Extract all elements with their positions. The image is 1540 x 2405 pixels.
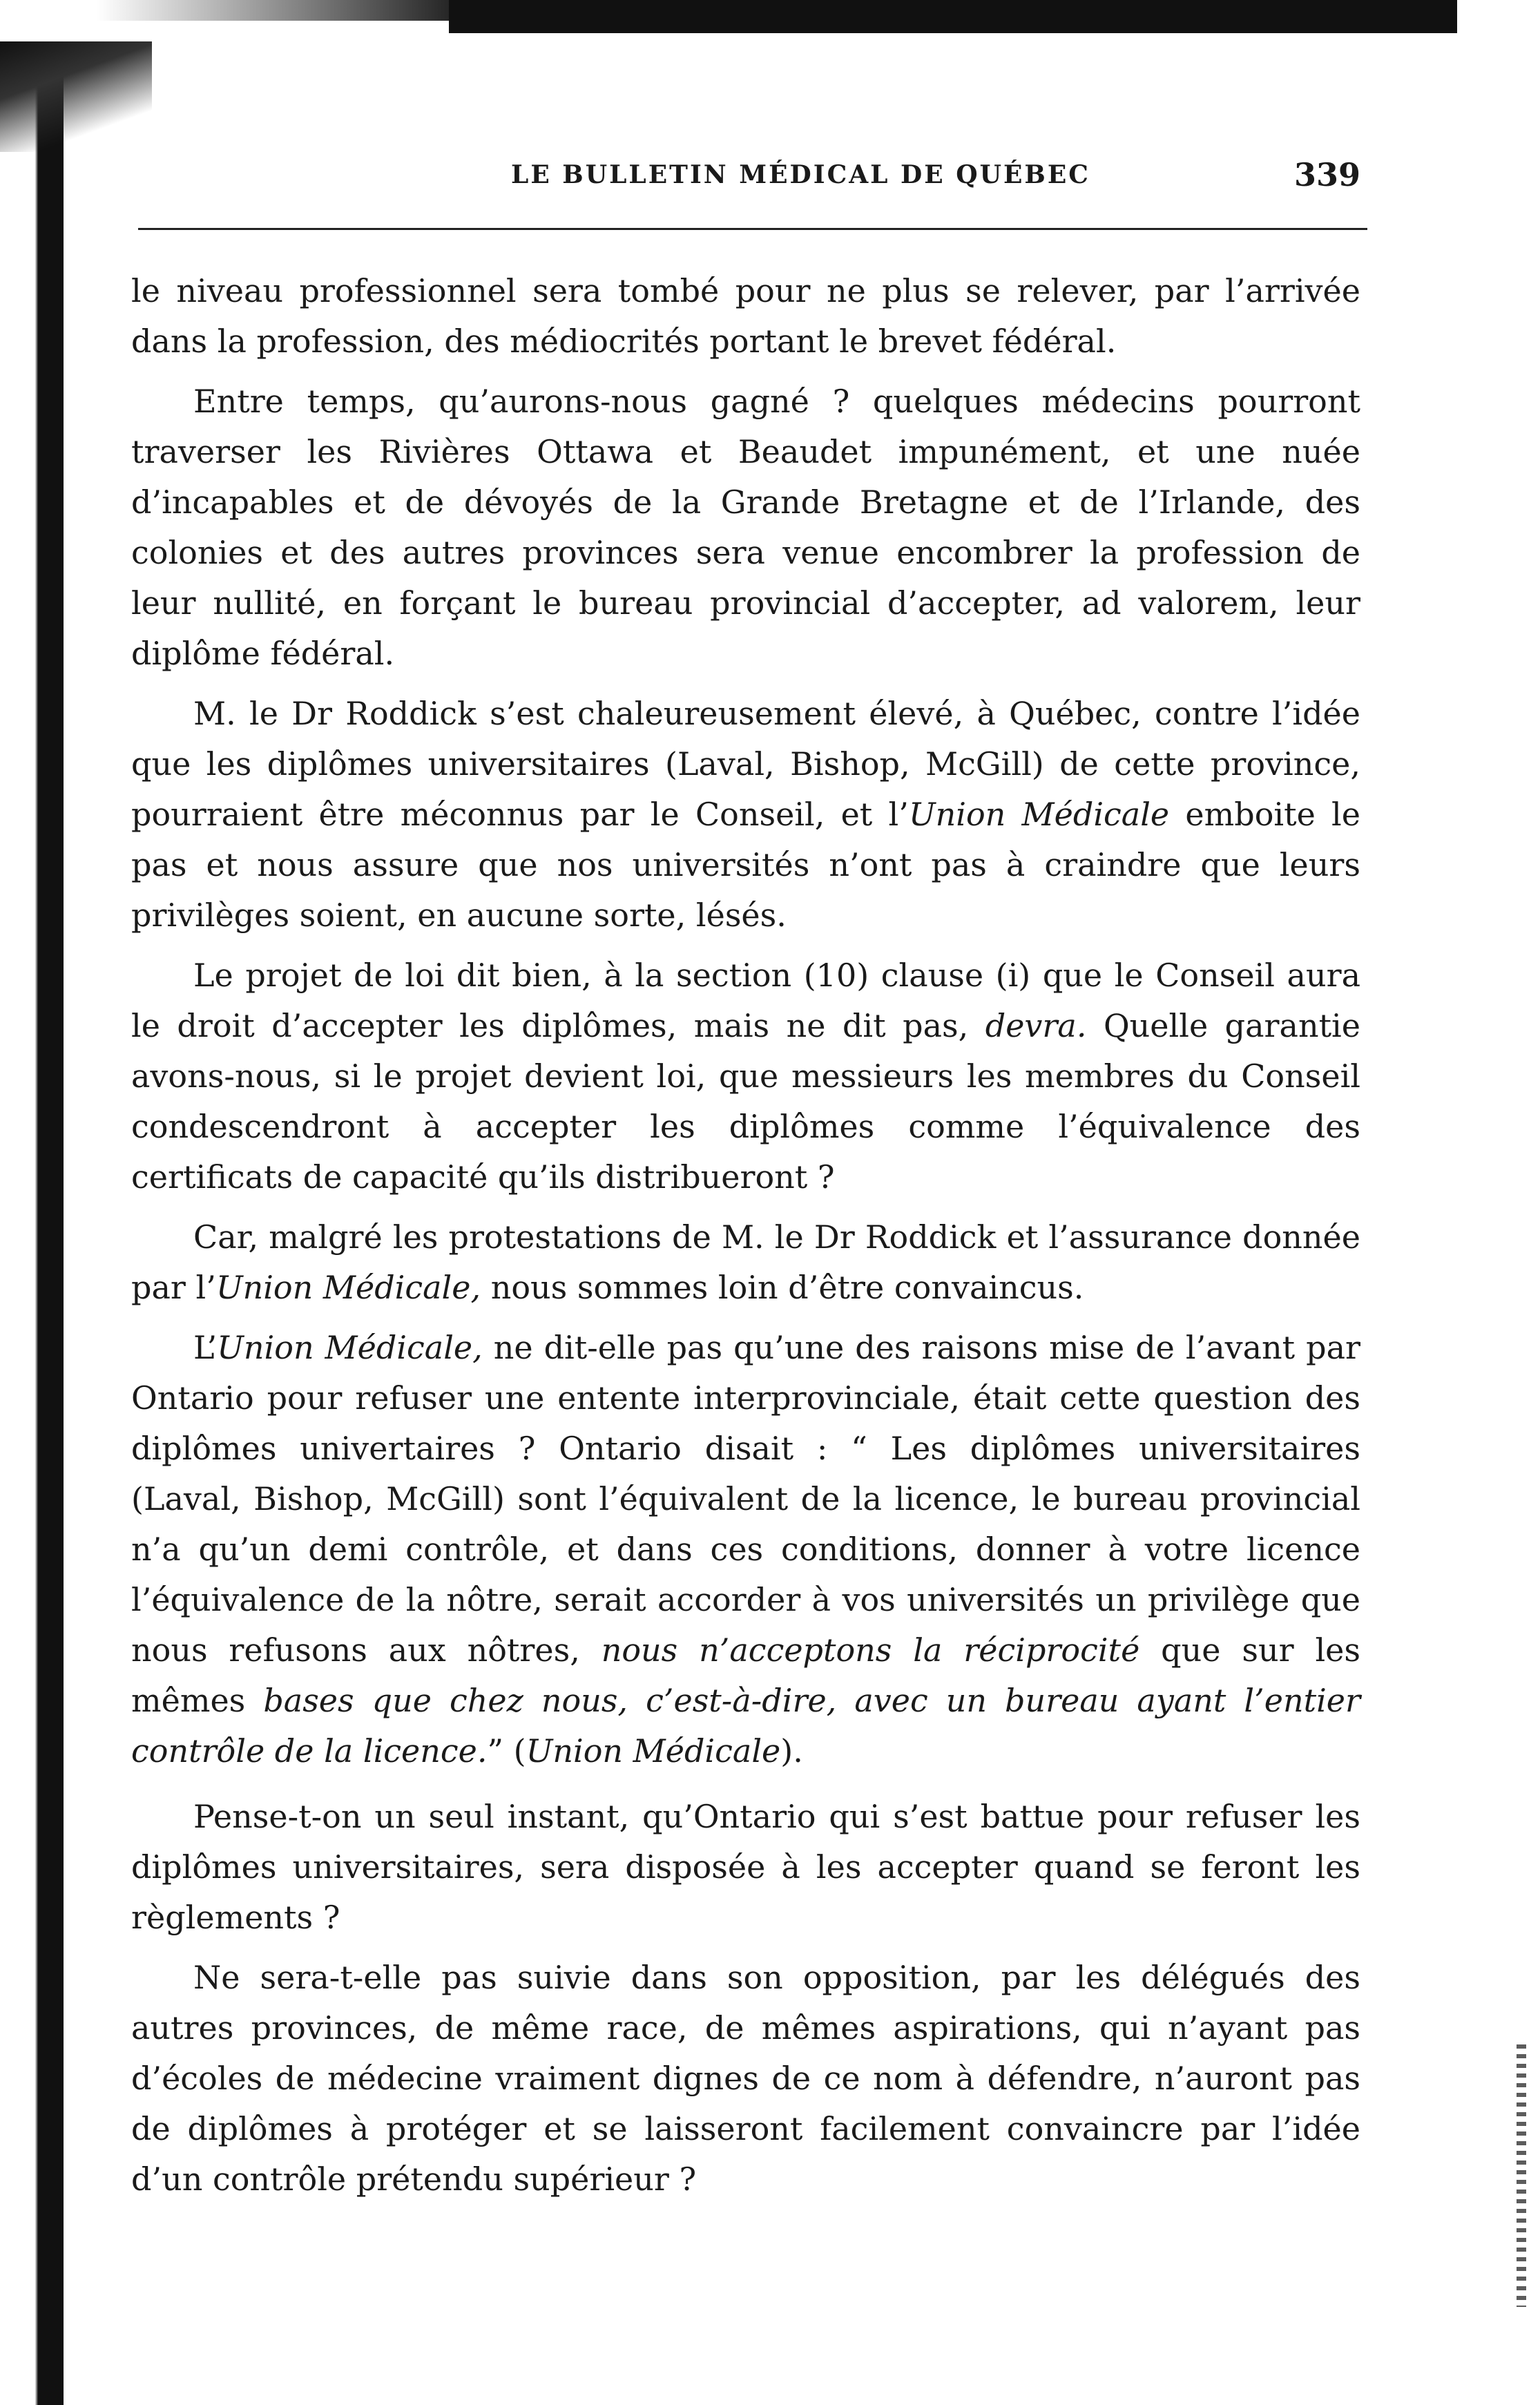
running-title: LE BULLETIN MÉDICAL DE QUÉBEC [511, 160, 1090, 189]
page-number: 339 [1293, 156, 1360, 193]
header-rule [138, 228, 1367, 230]
scan-edge-left [0, 41, 64, 2405]
paragraph-8: Ne sera-t-elle pas suivie dans son opposition, par les délégués des autres provinces, de même race, de mêmes aspirations, qui n’ayant pas d’écoles de médecine vraiment dignes de ce nom à défendre, n’auront pas de diplômes à protéger et se laisseront facilement convaincre par l’idée d’un contrôle prétendu supérieur ? [131, 1959, 1360, 2198]
scan-edge-corner [0, 41, 152, 152]
paragraph-6: L’Union Médicale, ne dit-elle pas qu’une des raisons mise de l’avant par Ontario pour refuser une entente interprovinciale, était cette question des diplômes univertaires ? Ontario disait : “ Les diplômes universitaires (Laval, Bishop, McGill) sont l’équivalent de la licence, le bureau provincial n’a qu’un demi contrôle, et dans ces conditions, donner à votre licence l’équivalence de la nôtre, serait accorder à vos universités un privilège que nous refusons aux nôtres, nous n’acceptons la réciprocité que sur les mêmes bases que chez nous, c’est-à-dire, avec un bureau ayant l’entier contrôle de la licence.” (Union Médicale). [131, 1329, 1360, 1770]
paragraph-1: le niveau professionnel sera tombé pour ne plus se relever, par l’arrivée dans la profession, des médiocrités portant le brevet fédéral. [131, 272, 1360, 360]
page-header [138, 156, 1367, 204]
paragraph-5: Car, malgré les protestations de M. le Dr Roddick et l’assurance donnée par l’Union Médicale, nous sommes loin d’être convaincus. [131, 1218, 1360, 1306]
paragraph-7: Pense-t-on un seul instant, qu’Ontario qui s’est battue pour refuser les diplômes universitaires, sera disposée à les accepter quand se feront les règlements ? [131, 1798, 1360, 1936]
paragraph-2: Entre temps, qu’aurons-nous gagné ? quelques médecins pourront traverser les Rivières Ottawa et Beaudet impunément, et une nuée d’incapables et de dévoyés de la Grande Bretagne et de l’Irlande, des colonies et des autres provinces sera venue encombrer la profession de leur nullité, en forçant le bureau provincial d’accepter, ad valorem, leur diplôme fédéral. [131, 383, 1360, 672]
article-body [131, 266, 1360, 2214]
scan-edge-right [1517, 2044, 1526, 2307]
scan-edge-top [449, 0, 1457, 33]
paragraph-3: M. le Dr Roddick s’est chaleureusement élevé, à Québec, contre l’idée que les diplômes universitaires (Laval, Bishop, McGill) de cette province, pourraient être méconnus par le Conseil, et l’Union Médicale emboite le pas et nous assure que nos universités n’ont pas à craindre que leurs privilèges soient, en aucune sorte, lésés. [131, 695, 1360, 934]
scan-edge-top-taper [97, 0, 456, 21]
paragraph-4: Le projet de loi dit bien, à la section (10) clause (i) que le Conseil aura le droit d’accepter les diplômes, mais ne dit pas, devra. Quelle garantie avons-nous, si le projet devient loi, que messieurs les membres du Conseil condescendront à accepter les diplômes comme l’équivalence des certificats de capacité qu’ils distribueront ? [131, 957, 1360, 1196]
